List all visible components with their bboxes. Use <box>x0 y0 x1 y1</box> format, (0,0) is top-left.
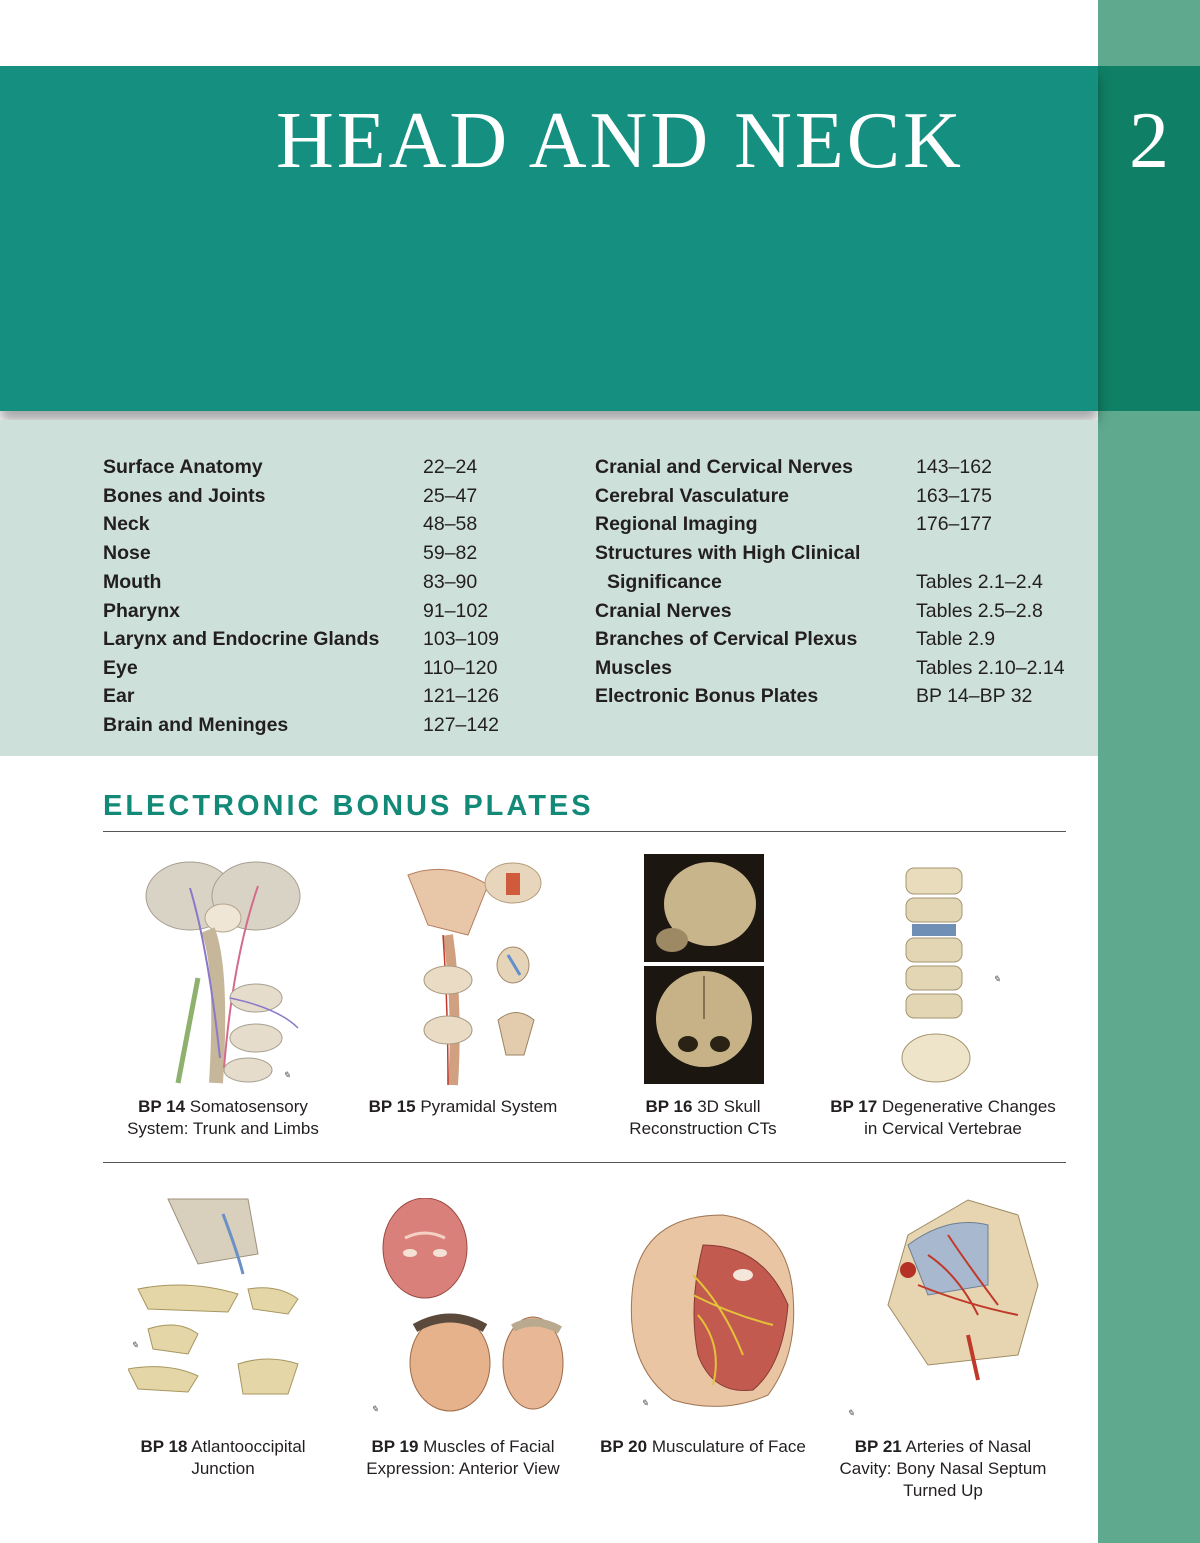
toc-entry[interactable] <box>595 453 1075 482</box>
toc-entry-pages: 127–142 <box>423 714 499 736</box>
toc-entry-pages: 103–109 <box>423 628 499 650</box>
toc-entry[interactable] <box>595 625 1075 654</box>
nasal-cavity-arteries-illustration <box>868 1195 1048 1385</box>
plate-caption: BP 16 3D Skull Reconstruction CTs <box>629 1097 777 1138</box>
skull-ct-images <box>644 854 764 1084</box>
toc-entry-pages: 110–120 <box>423 657 498 679</box>
toc-entry[interactable] <box>595 597 1075 626</box>
plate-bp19[interactable] <box>343 1190 583 1490</box>
plate-caption: BP 21 Arteries of Nasal Cavity: Bony Nasal Septum Turned Up <box>839 1437 1047 1500</box>
plate-code: BP 20 <box>600 1437 648 1456</box>
toc-entry-label: Eye <box>103 657 138 679</box>
plate-code: BP 21 <box>854 1437 902 1456</box>
atlantooccipital-junction-illustration <box>128 1194 318 1424</box>
toc-entry-label: Ear <box>103 685 135 707</box>
section-rule <box>103 831 1066 832</box>
toc-entry[interactable] <box>595 682 1075 711</box>
toc-entry-label: Mouth <box>103 571 162 593</box>
toc-entry-pages: 59–82 <box>423 542 478 564</box>
toc-entry[interactable] <box>103 568 533 597</box>
cervical-vertebrae-illustration <box>878 858 1008 1088</box>
toc-entry-pages: 121–126 <box>423 685 499 707</box>
section-heading: ELECTRONIC BONUS PLATES <box>103 790 594 822</box>
toc-entry[interactable] <box>595 539 1075 568</box>
chapter-number: 2 <box>1129 97 1169 185</box>
toc-entry-pages: 83–90 <box>423 571 478 593</box>
toc-entry[interactable] <box>595 510 1075 539</box>
toc-entry-label: Brain and Meninges <box>103 714 289 736</box>
plate-code: BP 14 <box>138 1097 186 1116</box>
artist-signature: ✎ <box>131 1340 139 1350</box>
plate-code: BP 19 <box>371 1437 419 1456</box>
toc-entry-pages: 163–175 <box>916 485 992 507</box>
plate-caption: BP 15 Pyramidal System <box>368 1097 558 1116</box>
toc-entry-pages: 25–47 <box>423 485 478 507</box>
toc-entry[interactable] <box>103 625 533 654</box>
toc-entry-label: Regional Imaging <box>595 513 758 535</box>
toc-entry-label: Pharynx <box>103 600 180 622</box>
toc-entry-pages: Tables 2.1–2.4 <box>916 571 1043 593</box>
artist-signature: ✎ <box>847 1408 855 1418</box>
toc-entry-label: Structures with High Clinical <box>595 542 861 564</box>
artist-signature: ✎ <box>283 1070 291 1080</box>
toc-entry-label: Significance <box>607 571 722 593</box>
toc-entry[interactable] <box>103 482 533 511</box>
pyramidal-system-illustration <box>388 855 548 1090</box>
toc-entry-pages: Tables 2.10–2.14 <box>916 657 1065 679</box>
plate-code: BP 16 <box>645 1097 693 1116</box>
toc-entry-label: Larynx and Endocrine Glands <box>103 628 380 650</box>
toc-entry-label: Cerebral Vasculature <box>595 485 790 507</box>
toc-entry[interactable] <box>103 453 533 482</box>
toc-entry-pages: 176–177 <box>916 513 992 535</box>
toc-entry-label: Branches of Cervical Plexus <box>595 628 858 650</box>
plate-bp21[interactable] <box>823 1190 1063 1510</box>
face-musculature-illustration <box>603 1205 803 1415</box>
toc-entry-label: Neck <box>103 513 150 535</box>
artist-signature: ✎ <box>993 974 1001 984</box>
plate-caption: BP 18 Atlantooccipital Junction <box>140 1437 306 1478</box>
plate-bp15[interactable] <box>343 850 583 1150</box>
toc-entry[interactable] <box>103 539 533 568</box>
brain-spinal-cord-illustration <box>138 858 308 1088</box>
chapter-title: HEAD AND NECK <box>276 97 964 185</box>
plate-bp18[interactable] <box>103 1190 343 1490</box>
toc-entry[interactable] <box>595 482 1075 511</box>
toc-entry-pages: 143–162 <box>916 456 992 478</box>
plate-caption: BP 14 Somatosensory System: Trunk and Limbs <box>127 1097 319 1138</box>
toc-entry-pages: Table 2.9 <box>916 628 996 650</box>
plate-caption: BP 17 Degenerative Changes in Cervical Vertebrae <box>830 1097 1056 1138</box>
plate-bp17[interactable] <box>823 850 1063 1150</box>
toc-entry-label: Bones and Joints <box>103 485 266 507</box>
plate-code: BP 18 <box>140 1437 188 1456</box>
toc-entry-label: Surface Anatomy <box>103 456 263 478</box>
toc-entry-pages: 22–24 <box>423 456 478 478</box>
toc-entry-label: Muscles <box>595 657 672 679</box>
artist-signature: ✎ <box>641 1398 649 1408</box>
toc-entry-label: Cranial and Cervical Nerves <box>595 456 853 478</box>
plate-bp14[interactable] <box>103 850 343 1150</box>
plate-bp20[interactable] <box>583 1190 823 1490</box>
toc-entry-label: Nose <box>103 542 151 564</box>
toc-entry[interactable] <box>103 597 533 626</box>
artist-signature: ✎ <box>371 1404 379 1414</box>
toc-entry[interactable] <box>103 510 533 539</box>
plate-code: BP 15 <box>368 1097 416 1116</box>
toc-entry-label: Electronic Bonus Plates <box>595 685 819 707</box>
plate-bp16[interactable] <box>583 850 823 1150</box>
toc-entry-pages: 91–102 <box>423 600 489 622</box>
toc-entry-pages: BP 14–BP 32 <box>916 685 1033 707</box>
row-divider <box>103 1162 1066 1163</box>
toc-entry[interactable] <box>595 568 1075 597</box>
toc-entry[interactable] <box>103 682 533 711</box>
toc-entry[interactable] <box>103 711 533 740</box>
toc-entry-pages: Tables 2.5–2.8 <box>916 600 1043 622</box>
toc-entry[interactable] <box>595 654 1075 683</box>
facial-muscles-illustration <box>375 1198 565 1423</box>
toc-entry[interactable] <box>103 654 533 683</box>
plate-caption: BP 19 Muscles of Facial Expression: Anterior View <box>366 1437 560 1478</box>
plate-code: BP 17 <box>830 1097 878 1116</box>
toc-entry-pages: 48–58 <box>423 513 478 535</box>
plate-caption: BP 20 Musculature of Face <box>600 1437 806 1456</box>
toc-entry-label: Cranial Nerves <box>595 600 732 622</box>
